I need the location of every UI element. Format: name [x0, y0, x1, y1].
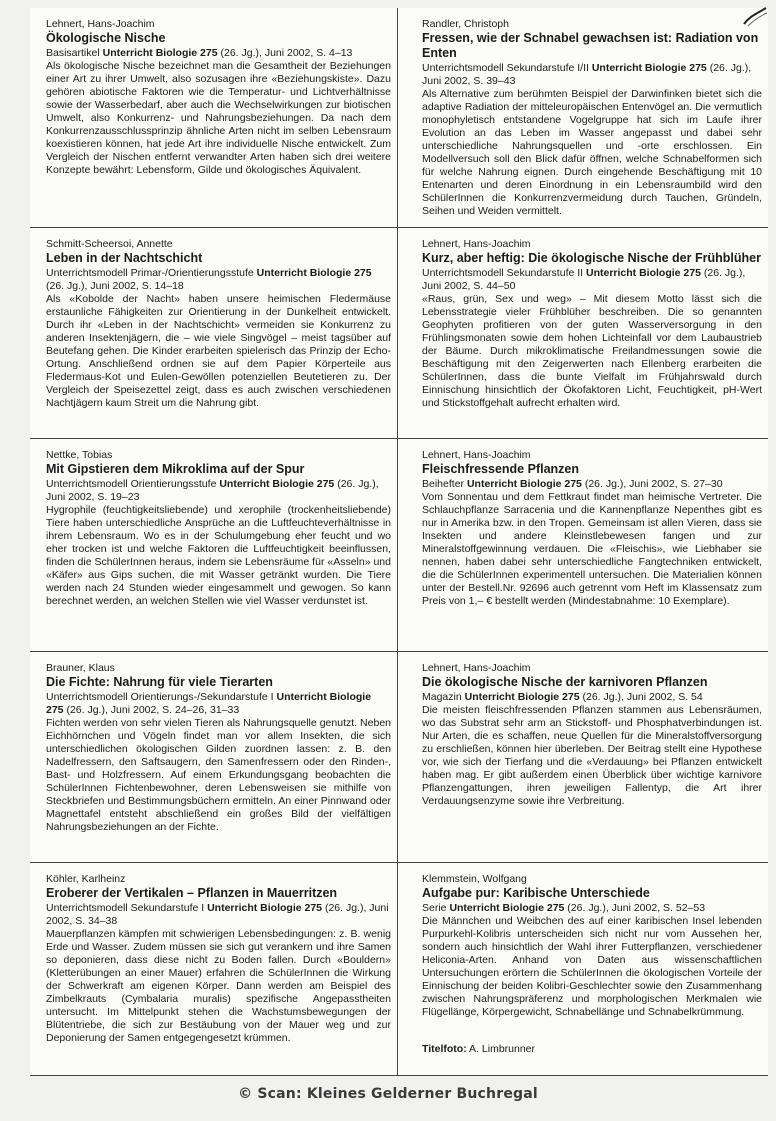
entry-abstract: Hygrophile (feuchtigkeitsliebende) und xerophile (trockenheitsliebende) Tiere haben unterschiedliche Ansprüche an die Luftfeuchteverhältnisse in ihrem Lebensraum. Wo es in der Schulumgebung eher feucht und wo eher trocken ist und welche Faktoren die Luftfeuchtigkeit beeinflussen, finden die SchülerInnen heraus, indem sie Lebensräume für «Asseln» und «Käfer» aus Gips suchen, die mit Wasser getränkt wurden. Die Tiere werden nach 24 Stunden wieder eingesammelt und gewogen. So kann berechnet werden, an welchen Stellen wie viel Wasser verdunstet ist. [46, 504, 391, 607]
page-tear-mark [742, 6, 768, 28]
entry-author: Schmitt-Scheersoi, Annette [46, 238, 173, 250]
entry-source: Serie Unterricht Biologie 275 (26. Jg.), Juni 2002, S. 52–53 [422, 902, 706, 914]
abstract-card-3 [30, 228, 398, 439]
entry-author: Klemmstein, Wolfgang [422, 873, 527, 885]
abstract-grid [30, 8, 768, 1076]
entry-source: Unterrichtsmodell Sekundarstufe I Unterricht Biologie 275 (26. Jg.), Juni 2002, S. 34–38 [46, 902, 389, 927]
entry-title: Die Fichte: Nahrung für viele Tierarten [46, 675, 273, 689]
entry-author: Randler, Christoph [422, 18, 509, 30]
entry-abstract: Die meisten fleischfressenden Pflanzen stammen aus Lebensräumen, wo das Substrat sehr arm an Stickstoff- und Phosphatverbindungen ist. Nur Arten, die es schaffen, neue Quellen für die Mineralstoffversorgung zu erschließen, können hier überleben. Der Beitrag stellt eine Hypothese vor, wie sich der Tierfang und die «Verdauung» bei Pflanzen entwickelt haben mag. Er gibt außerdem einen Überblick über wichtige karnivore Pflanzengattungen, ihren jeweiligen Fallentyp, die Art ihrer Verdauungsenzyme sowie ihre Verbreitung. [422, 704, 762, 807]
entry-abstract: Als «Kobolde der Nacht» haben unsere heimischen Fledermäuse erstaunliche Fähigkeiten zur Orientierung in der Dunkelheit entwickelt. Durch ihr «Leben in der Nachtschicht» vermeiden sie Konkurrenz zu anderen Insektenjägern, die – wie viele Singvögel – meist tagsüber auf Beutefang gehen. Die Kinder erarbeiten spielerisch das Prinzip der Echo-Ortung. Anschließend ordnen sie auf dem Papier Körperteile aus Fledermaus-Kot und Eulen-Gewöllen potenziellen Beutetieren zu. Der Vergleich der Speisezettel zeigt, dass es auch zwischen verschiedenen Nachtjägern kaum Streit um die Nahrung gibt. [46, 293, 391, 409]
entry-source: Unterrichtsmodell Orientierungs-/Sekundarstufe I Unterricht Biologie 275 (26. Jg.), Juni 2002, S. 24–26, 31–33 [46, 691, 372, 716]
entry-title: Mit Gipstieren dem Mikroklima auf der Spur [46, 462, 305, 476]
entry-abstract: Als Alternative zum berühmten Beispiel der Darwinfinken bietet sich die adaptive Radiation der mitteleuropäischen Entenvögel an. Die vermutlich monophyletisch entstandene Vogelgruppe hat sich im Laufe ihrer Evolution an das Leben im Wasser angepasst und dabei sehr unterschiedliche Nahrungsquellen und -orte erschlossen. Ein Modellversuch soll den Blick dafür öffnen, welche Schnabelformen sich für welche Nahrung eignen. Durch eingehende Beschäftigung mit 10 Entenarten und deren Einordnung in ein Lebensraumbild wird den SchülerInnen die Konkurrenzvermeidung durch Tauchen, Gründeln, Seihen und Weiden vermittelt. [422, 88, 762, 217]
entry-author: Lehnert, Hans-Joachim [422, 662, 531, 674]
entry-author: Lehnert, Hans-Joachim [46, 18, 155, 30]
abstract-card-8 [398, 652, 768, 863]
abstract-card-4 [398, 228, 768, 439]
entry-abstract: Als ökologische Nische bezeichnet man die Gesamtheit der Beziehungen einer Art zu ihrer Umwelt, also sozusagen ihre «Beziehungskiste». Dazu gehören abiotische Faktoren wie die Temperatur- und Lichtverhältnisse sowie der Wasserbedarf, aber auch die Wechselwirkungen zur biotischen Umwelt, also Konkurrenz- und Nahrungsbeziehungen. Da nach dem Konkurrenzausschlussprinzip ähnliche Arten nicht im selben Lebensraum koexistieren können, hat jede Art ihre individuelle Nische entwickelt. Zum Vergleich der Nischen entfernt verwandter Arten haben sich drei weitere Konzepte bewährt: Lebensform, Gilde und ökologisches Äquivalent. [46, 60, 391, 176]
scan-credit-footer: © Scan: Kleines Gelderner Buchregal [238, 1086, 538, 1102]
entry-source: Unterrichtsmodell Sekundarstufe I/II Unterricht Biologie 275 (26. Jg.), Juni 2002, S. 39–43 [422, 62, 752, 87]
entry-source: Unterrichtsmodell Sekundarstufe II Unterricht Biologie 275 (26. Jg.), Juni 2002, S. 44–50 [422, 267, 746, 292]
abstract-card-6 [398, 439, 768, 652]
entry-abstract: Die Männchen und Weibchen des auf einer karibischen Insel lebenden Purpurkehl-Kolibris unterscheiden sich nicht nur vom Aussehen her, sondern auch hinsichtlich der Wahl ihrer Futterpflanzen, verschiedener Heliconia-Arten. Anhand von Daten aus wissenschaftlichen Untersuchungen erörtern die SchülerInnen die ökologischen Vorteile der Einnischung der beiden Kolibri-Geschlechter sowie den Zusammenhang zwischen Nahrungspräferenz und morphologischen Merkmalen wie Flügellänge, Körpergewicht, Schnabellänge und Schnabelkrümmung. [422, 915, 762, 1018]
entry-source: Unterrichtsmodell Primar-/Orientierungsstufe Unterricht Biologie 275 (26. Jg.), Juni 2002, S. 14–18 [46, 267, 372, 292]
entry-title: Fressen, wie der Schnabel gewachsen ist: Radiation von Enten [422, 31, 759, 60]
entry-abstract: Mauerpflanzen kämpfen mit schwierigen Lebensbedingungen: z. B. wenig Erde und Wasser. Zudem müssen sie sich gut verankern und ihre Samen so deponieren, dass diese nicht zu Boden fallen. Durch «Bouldern» (Kletterübungen an einer Mauer) erfahren die SchülerInnen die Wirkung der Schwerkraft am eigenen Körper. Dann werden am Beispiel des Zimbelkrauts (Cymbalaria muralis) spezifische Angepasstheiten untersucht. Im Mittelpunkt stehen die Wachstumsbewegungen der Blütentriebe, die sich zur Bestäubung von der Mauer weg und zur Deponierung der Samen entgegengesetzt krümmen. [46, 928, 391, 1044]
entry-title: Fleischfressende Pflanzen [422, 462, 580, 476]
abstract-card-1 [30, 8, 398, 228]
abstract-sheet [30, 8, 768, 1076]
abstract-card-9 [30, 863, 398, 1076]
entry-abstract: Fichten werden von sehr vielen Tieren als Nahrungsquelle genutzt. Neben Eichhörnchen und Vögeln findet man vor allem Insekten, die sich unterschiedlichen ökologischen Gilden zuordnen lassen: z. B. den Nadelfressern, den Saftsaugern, den Samenfressern oder den Rinden-, Bast- und Holzfressern. Auf einem Erkundungsgang beobachten die SchülerInnen Fichtenbewohner, deren Lebensweisen sie mithilfe von Steckbriefen und Bestimmungsbüchern ermitteln. An einer Pinnwand oder Magnettafel entsteht abschließend ein großes Bild der vielfältigen Nahrungsbeziehungen an der Fichte. [46, 717, 391, 833]
entry-title: Die ökologische Nische der karnivoren Pflanzen [422, 675, 708, 689]
entry-source: Unterrichtsmodell Orientierungsstufe Unterricht Biologie 275 (26. Jg.), Juni 2002, S. 19–23 [46, 478, 379, 503]
entry-author: Lehnert, Hans-Joachim [422, 449, 531, 461]
entry-title: Kurz, aber heftig: Die ökologische Nische der Frühblüher [422, 251, 761, 265]
entry-title: Aufgabe pur: Karibische Unterschiede [422, 886, 650, 900]
entry-title: Ökologische Nische [46, 31, 166, 45]
abstract-card-10 [398, 863, 768, 1076]
abstract-card-2 [398, 8, 768, 228]
entry-abstract: Vom Sonnentau und dem Fettkraut findet man heimische Vertreter. Die Schlauchpflanze Sarracenia und die Kannenpflanze Nepenthes gibt es nur in Amerika bzw. in den Tropen. Gemeinsam ist allen Vieren, dass sie Insekten und andere Kleinstlebewesen fangen und zur Mineralstoffgewinnung verdauen. Die «Fleischis», wie Liebhaber sie nennen, haben dabei sehr unterschiedliche Fangtechniken entwickelt, die die SchülerInnen experimentell untersuchen. Die Materialien können unter der Bestell.Nr. 92696 auch getrennt vom Heft im Klassensatz zum Preis von 1,– € bestellt werden (Mindestabnahme: 10 Exemplare). [422, 491, 762, 607]
abstract-card-5 [30, 439, 398, 652]
entry-abstract: «Raus, grün, Sex und weg» – Mit diesem Motto lässt sich die Lebensstrategie vieler Frühblüher beschreiben. Die so genannten Geophyten profitieren von der guten Wasserversorgung in den Frühlingsmonaten sowie dem hohen Lichteinfall vor dem Laubaustrieb der Bäume. Durch mikroklimatische Freilandmessungen sowie die Beschäftigung mit den Zeigerwerten nach Ellenberg erarbeiten die SchülerInnen, dass die bunte Vielfalt im Frühjahrswald durch Einnischung hinsichtlich der Ökofaktoren Licht, Feuchtigkeit, pH-Wert und Stickstoffgehalt aufrecht erhalten wird. [422, 293, 762, 409]
entry-source: Magazin Unterricht Biologie 275 (26. Jg.), Juni 2002, S. 54 [422, 691, 703, 703]
entry-author: Nettke, Tobias [46, 449, 113, 461]
entry-source: Basisartikel Unterricht Biologie 275 (26. Jg.), Juni 2002, S. 4–13 [46, 47, 353, 59]
entry-title: Leben in der Nachtschicht [46, 251, 203, 265]
entry-title: Eroberer der Vertikalen – Pflanzen in Mauerritzen [46, 886, 338, 900]
entry-source: Beihefter Unterricht Biologie 275 (26. Jg.), Juni 2002, S. 27–30 [422, 478, 723, 490]
entry-author: Köhler, Karlheinz [46, 873, 126, 885]
cover-photo-credit: Titelfoto: A. Limbrunner [422, 1042, 536, 1055]
entry-author: Lehnert, Hans-Joachim [422, 238, 531, 250]
entry-author: Brauner, Klaus [46, 662, 115, 674]
abstract-card-7 [30, 652, 398, 863]
